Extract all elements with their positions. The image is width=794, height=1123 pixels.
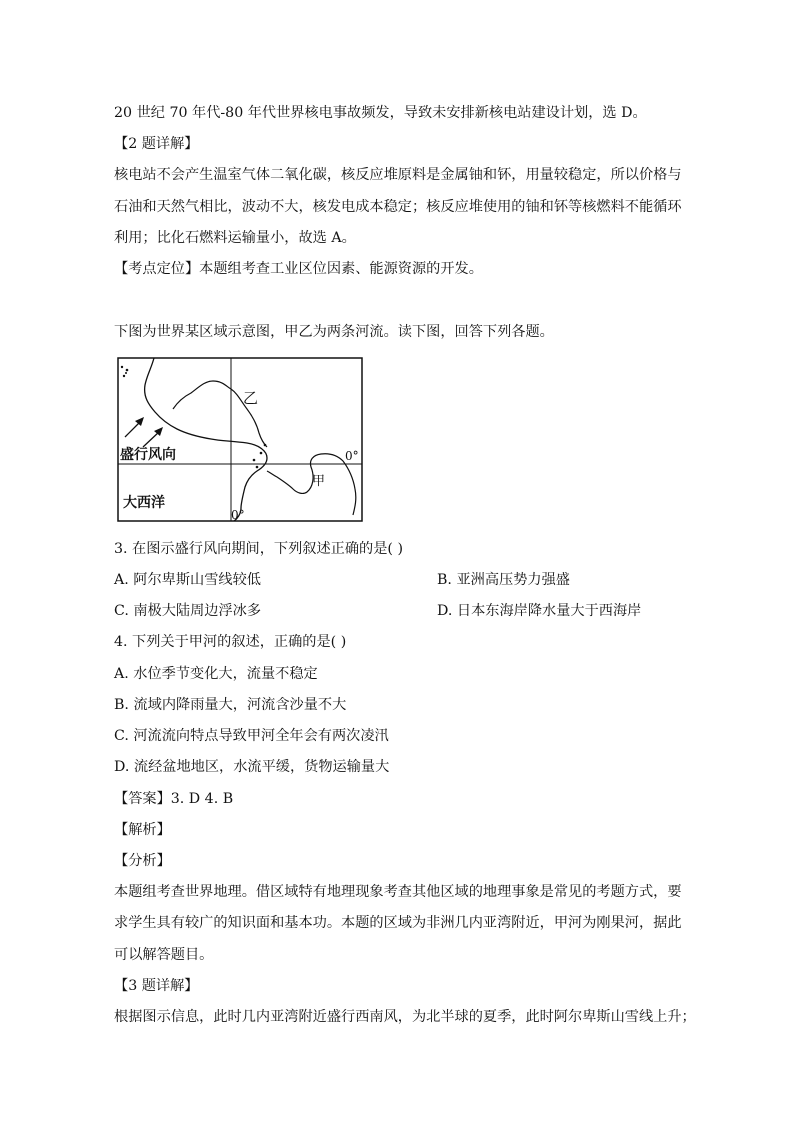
answer-line: 【答案】3. D 4. B [114,791,234,807]
analysis-heading: 【解析】 [114,822,171,838]
wind-direction-label: 盛行风向 [120,447,176,463]
text-line: 可以解答题目。 [114,947,214,963]
river-yi-label: 乙 [243,389,259,407]
section-heading: 【考点定位】本题组考查工业区位因素、能源资源的开发。 [114,261,483,277]
equator-label: 0° [345,449,359,463]
question-4: 4. 下列关于甲河的叙述，正确的是( ) [114,634,347,650]
text-line: 求学生具有较广的知识面和基本功。本题的区域为非洲几内亚湾附近，甲河为刚果河，据此 [114,915,682,931]
section-heading: 【2 题详解】 [114,136,199,152]
option-3c: C. 南极大陆周边浮冰多 [114,603,262,619]
text-line: 核电站不会产生温室气体二氧化碳，核反应堆原料是金属铀和钚，用量较稳定，所以价格与 [114,167,682,183]
text-line: 根据图示信息，此时几内亚湾附近盛行西南风，为北半球的夏季，此时阿尔卑斯山雪线上升； [114,1009,696,1025]
text-line: 石油和天然气相比，波动不大，核发电成本稳定；核反应堆使用的铀和钚等核燃料不能循环 [114,199,682,215]
option-3b: B. 亚洲高压势力强盛 [437,572,570,588]
text-line: 20 世纪 70 年代-80 年代世界核电事故频发，导致未安排新核电站建设计划，选 D。 [114,105,647,121]
river-jia-label: 甲 [312,474,326,489]
option-3d: D. 日本东海岸降水量大于西海岸 [437,603,642,619]
text-line: 下图为世界某区域示意图，甲乙为两条河流。读下图，回答下列各题。 [114,324,554,340]
text-line: 利用；比化石燃料运输量小，故选 A。 [114,230,356,246]
text-line: 本题组考查世界地理。借区域特有地理现象考查其他区域的地理事象是常见的考题方式，要 [114,884,682,900]
region-map [117,357,363,522]
section-heading: 【3 题详解】 [114,978,199,994]
option-4d: D. 流经盆地地区，水流平缓，货物运输量大 [114,759,390,775]
option-4a: A. 水位季节变化大，流量不稳定 [114,666,318,682]
option-4b: B. 流域内降雨量大，河流含沙量不大 [114,697,347,713]
option-4c: C. 河流流向特点导致甲河全年会有两次凌汛 [114,728,389,744]
question-3: 3. 在图示盛行风向期间，下列叙述正确的是( ) [114,541,404,557]
ocean-label: 大西洋 [123,495,165,511]
option-3a: A. 阿尔卑斯山雪线较低 [114,572,261,588]
analysis-subheading: 【分析】 [114,853,171,869]
meridian-label: 0° [231,508,245,522]
